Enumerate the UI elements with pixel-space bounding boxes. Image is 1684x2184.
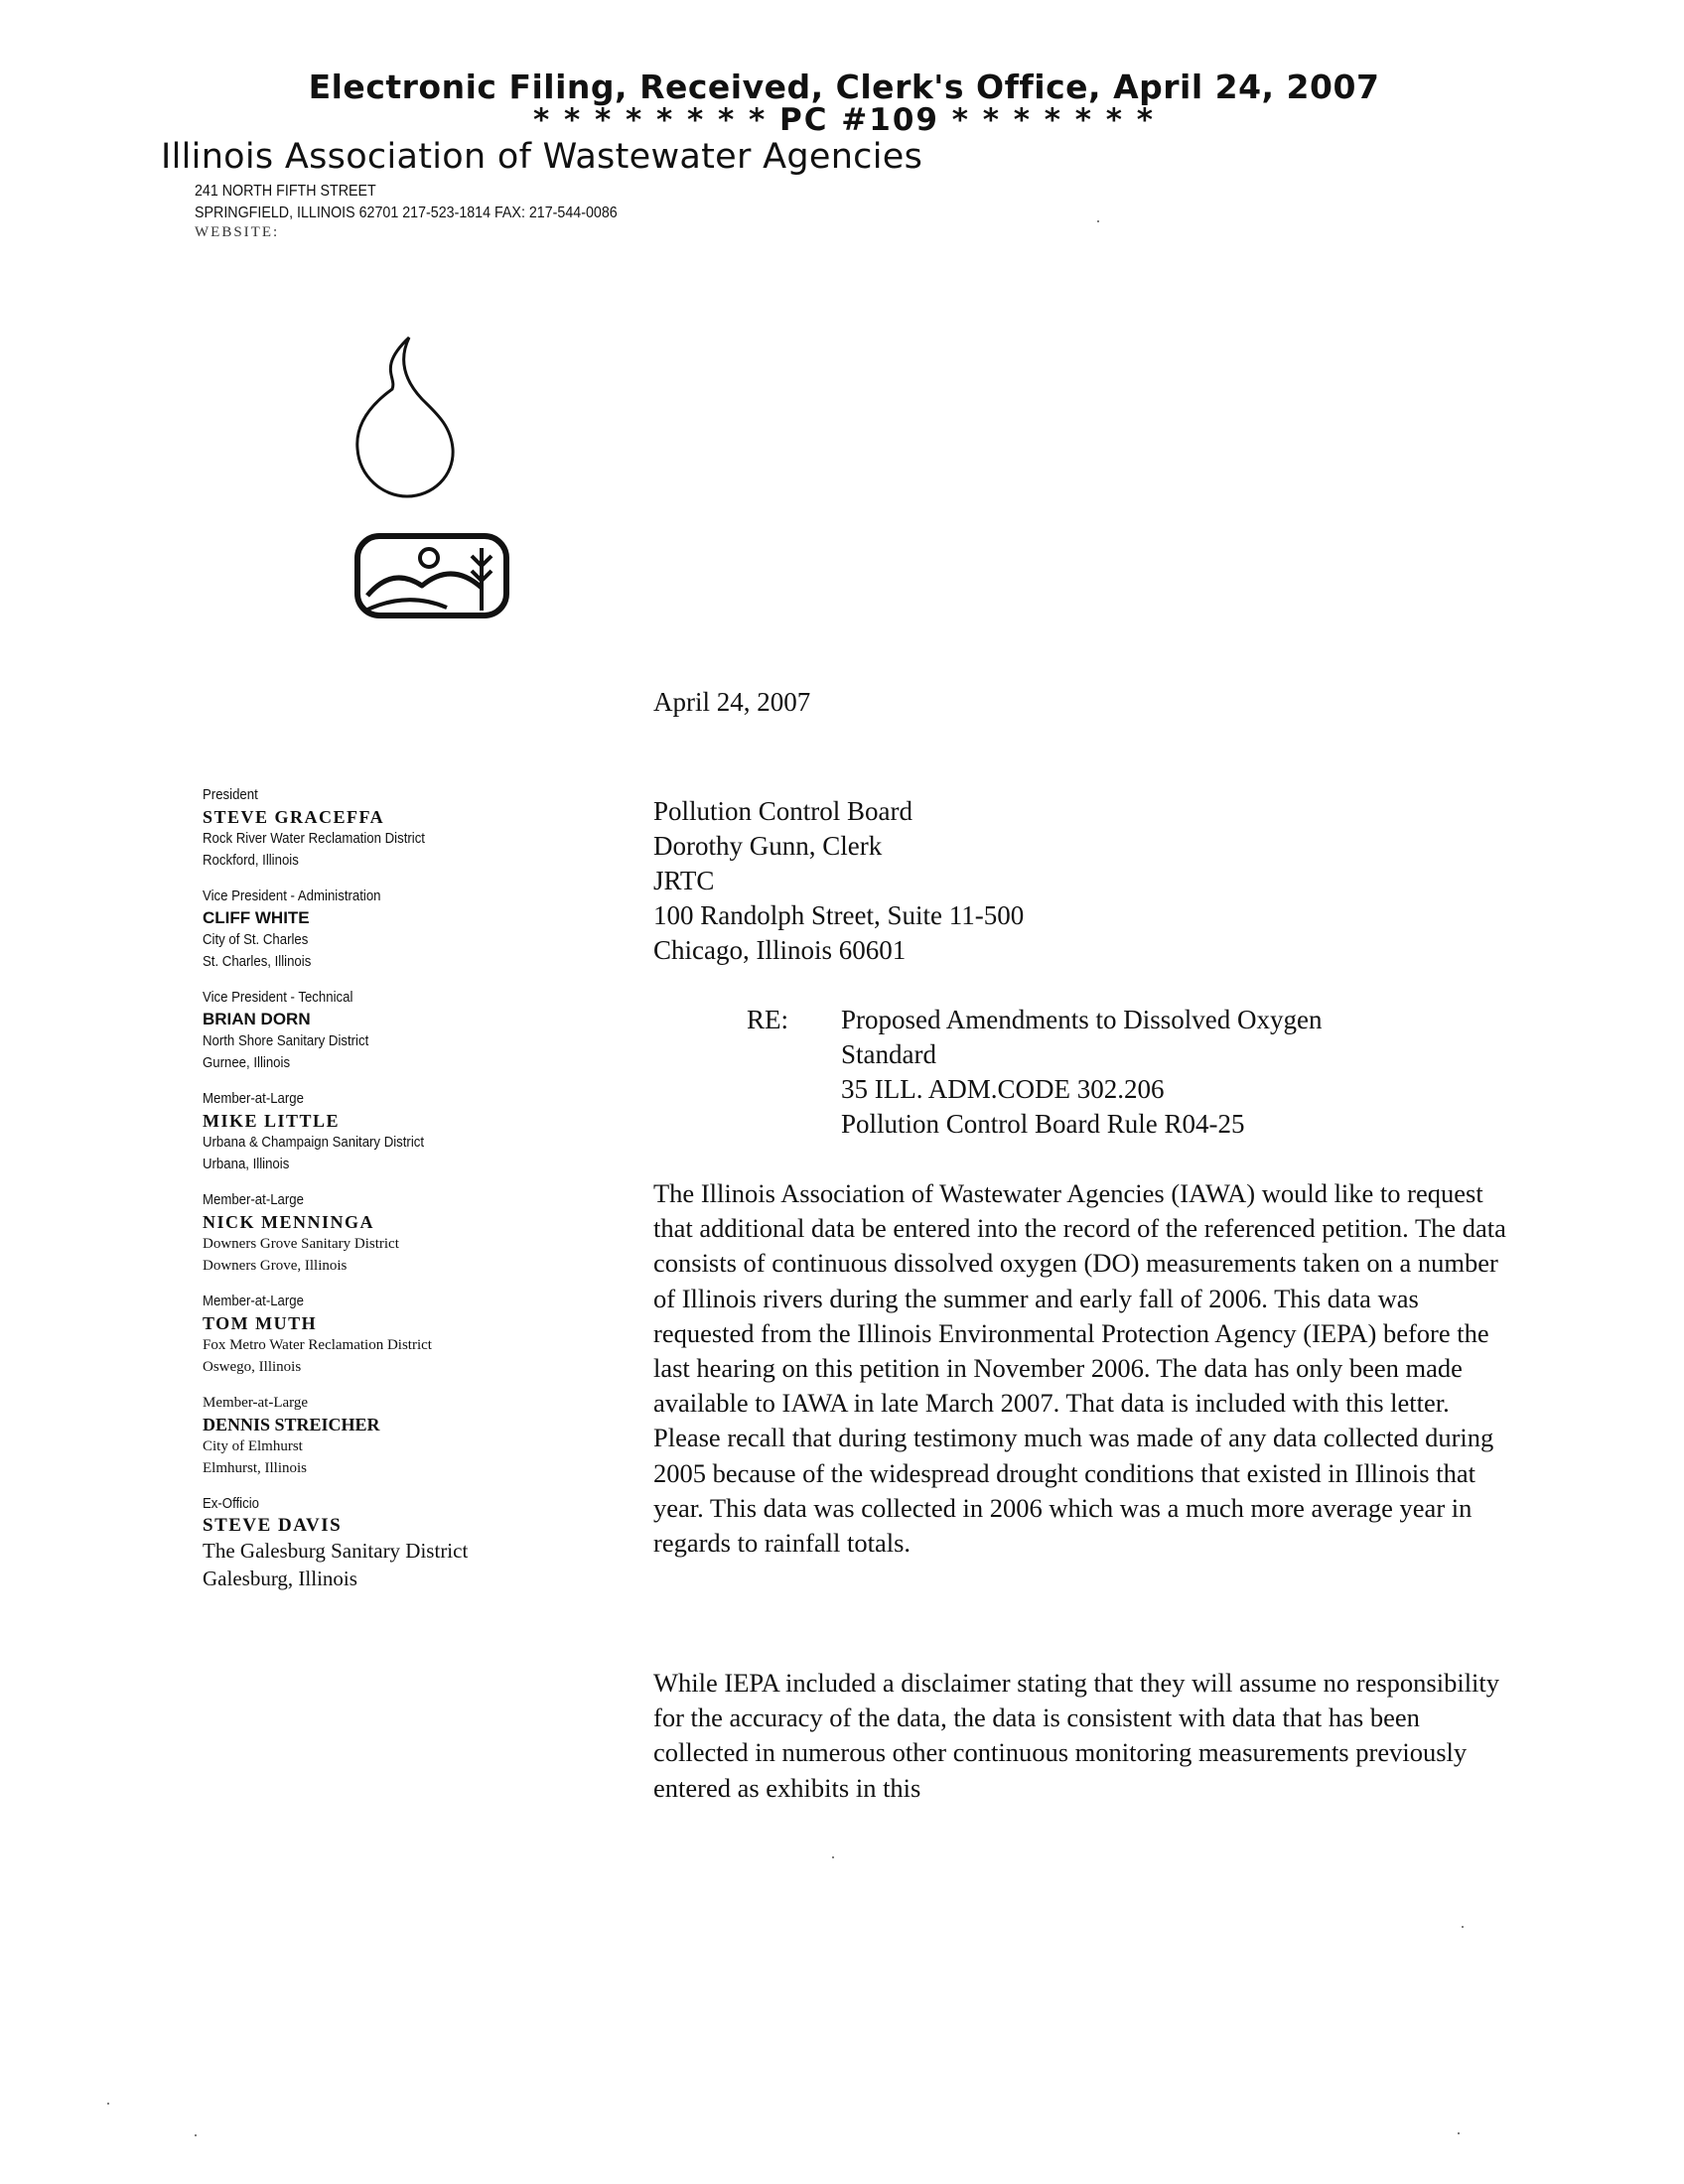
subject-lines	[841, 1003, 1322, 1142]
member-city: Urbana, Illinois	[203, 1156, 290, 1172]
body-paragraph-2: While IEPA included a disclaimer stating that they will assume no responsibility for the accuracy of the data, the data is consistent with data that has been collected in numerous other continuous monitoring measurements previously entered as exhibits in this	[653, 1668, 1500, 1803]
scan-speck	[1462, 1926, 1464, 1928]
member-city: Rockford, Illinois	[203, 852, 299, 869]
board-member	[203, 987, 560, 1074]
member-org: City of Elmhurst	[203, 1438, 303, 1454]
member-name: TOM MUTH	[203, 1313, 318, 1333]
member-org: City of St. Charles	[203, 931, 309, 948]
member-org: North Shore Sanitary District	[203, 1032, 369, 1049]
scan-speck	[832, 1856, 834, 1858]
board-member	[203, 1392, 560, 1479]
address-city-phone: SPRINGFIELD, ILLINOIS 62701 217-523-1814 FAX: 217-544-0086	[195, 205, 618, 221]
organization-website	[195, 224, 279, 241]
subject-label: RE:	[747, 1005, 789, 1034]
landscape-icon	[357, 536, 506, 615]
board-member	[203, 1493, 560, 1592]
member-role: Vice President - Administration	[203, 887, 381, 904]
member-city: Galesburg, Illinois	[203, 1567, 357, 1590]
member-role: Member-at-Large	[203, 1293, 304, 1309]
addressee-line: Pollution Control Board	[653, 796, 913, 826]
member-role: Member-at-Large	[203, 1090, 304, 1107]
member-name: STEVE DAVIS	[203, 1515, 343, 1536]
member-org: Rock River Water Reclamation District	[203, 830, 425, 847]
board-member	[203, 1291, 560, 1378]
board-member	[203, 1088, 560, 1175]
member-name: BRIAN DORN	[203, 1010, 311, 1028]
filing-stamp	[199, 68, 1489, 138]
water-drop-icon	[357, 338, 453, 496]
member-city: Oswego, Illinois	[203, 1359, 302, 1375]
address-street: 241 NORTH FIFTH STREET	[195, 183, 376, 200]
scan-speck	[107, 2103, 109, 2105]
member-org: Downers Grove Sanitary District	[203, 1236, 399, 1252]
member-org: Urbana & Champaign Sanitary District	[203, 1134, 425, 1151]
addressee-block	[653, 794, 1024, 968]
member-org: The Galesburg Sanitary District	[203, 1539, 469, 1563]
subject-line: Pollution Control Board Rule R04-25	[841, 1109, 1245, 1139]
addressee-line: Dorothy Gunn, Clerk	[653, 831, 883, 861]
website-label: WEBSITE:	[195, 224, 280, 240]
addressee-line: JRTC	[653, 866, 715, 895]
association-logo-icon	[218, 318, 536, 715]
addressee-line: Chicago, Illinois 60601	[653, 935, 907, 965]
subject-line: 35 ILL. ADM.CODE 302.206	[841, 1074, 1165, 1104]
member-city: Downers Grove, Illinois	[203, 1258, 348, 1274]
board-member	[203, 1189, 560, 1277]
member-city: Elmhurst, Illinois	[203, 1460, 307, 1476]
member-role: Ex-Officio	[203, 1495, 259, 1512]
member-name: CLIFF WHITE	[203, 908, 310, 927]
member-city: Gurnee, Illinois	[203, 1054, 291, 1071]
member-role: President	[203, 786, 258, 803]
board-of-directors	[203, 784, 560, 1606]
board-member	[203, 886, 560, 973]
subject-line: Standard	[841, 1039, 936, 1069]
board-member	[203, 784, 560, 872]
scan-speck	[1458, 2132, 1460, 2134]
member-role: Vice President - Technical	[203, 989, 353, 1006]
member-role: Member-at-Large	[203, 1191, 304, 1208]
member-org: Fox Metro Water Reclamation District	[203, 1337, 432, 1353]
scan-speck	[1097, 220, 1099, 222]
member-role: Member-at-Large	[203, 1395, 309, 1411]
filing-stamp-line2: * * * * * * * * PC #109 * * * * * * *	[532, 102, 1155, 138]
organization-name: Illinois Association of Wastewater Agencies	[161, 137, 923, 177]
body-paragraph-1: The Illinois Association of Wastewater Agencies (IAWA) would like to request that additional data be entered into the record of the referenced petition. The data consists of continuous dissolved oxygen (DO) measurements taken on a number of Illinois rivers during the summer and early fall of 2006. This data was requested from the Illinois Environmental Protection Agency (IEPA) before the last hearing on this petition in November 2006. The data has only been made available to IAWA in late March 2007. That data is included with this letter. Please recall that during testimony much was made of any data collected during 2005 because of the widespread drought conditions that existed in Illinois that year. This data was collected in 2006 which was a much more average year in regards to rainfall totals.	[653, 1178, 1506, 1559]
member-name: NICK MENNINGA	[203, 1212, 375, 1232]
addressee-line: 100 Randolph Street, Suite 11-500	[653, 900, 1025, 930]
organization-address	[195, 181, 618, 224]
member-name: MIKE LITTLE	[203, 1111, 341, 1131]
member-name: DENNIS STREICHER	[203, 1415, 380, 1434]
subject-line: Proposed Amendments to Dissolved Oxygen	[841, 1005, 1323, 1034]
member-city: St. Charles, Illinois	[203, 953, 312, 970]
letter-date: April 24, 2007	[653, 687, 811, 717]
scan-speck	[195, 2134, 197, 2136]
filing-stamp-line1: Electronic Filing, Received, Clerk's Office, April 24, 2007	[308, 68, 1380, 106]
member-name: STEVE GRACEFFA	[203, 807, 385, 827]
